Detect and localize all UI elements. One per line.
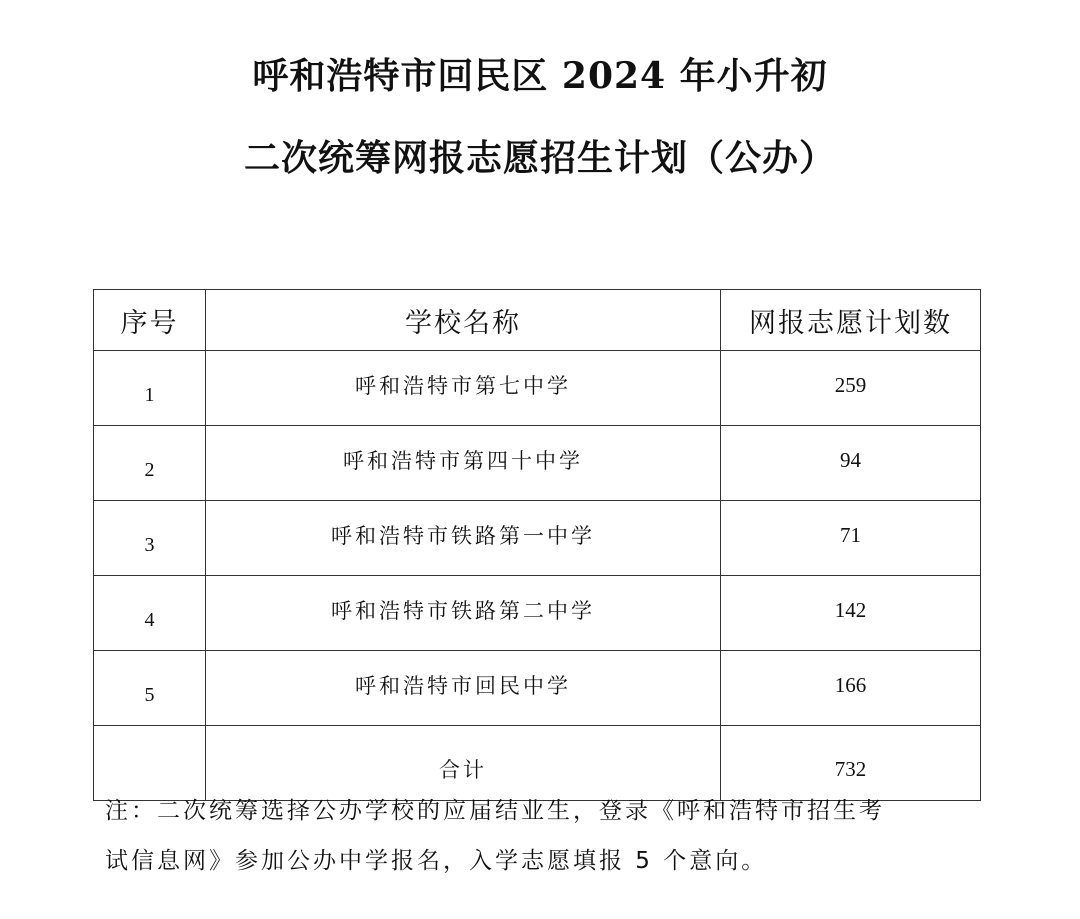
footnote-line-2: 试信息网》参加公办中学报名，入学志愿填报 5 个意向。 — [105, 848, 768, 874]
footnote-line-1: 注：二次统筹选择公办学校的应届结业生，登录《呼和浩特市招生考 — [105, 798, 885, 824]
row-plan-count: 94 — [721, 426, 981, 501]
document-title-line-2: 二次统筹网报志愿招生计划（公办） — [243, 137, 836, 179]
enrollment-plan-table — [93, 289, 981, 801]
footnote — [105, 786, 995, 886]
document-title-line-1: 呼和浩特市回民区 2024 年小升初 — [252, 55, 828, 97]
column-header-plan: 网报志愿计划数 — [721, 290, 981, 351]
row-school-name: 呼和浩特市第七中学 — [206, 351, 721, 426]
row-plan-count: 142 — [721, 576, 981, 651]
row-school-name: 呼和浩特市回民中学 — [206, 651, 721, 726]
row-school-name: 呼和浩特市第四十中学 — [206, 426, 721, 501]
table-row — [94, 501, 981, 576]
row-plan-count: 71 — [721, 501, 981, 576]
row-seq: 2 — [94, 426, 206, 501]
table-header-row — [94, 290, 981, 351]
column-header-seq: 序号 — [94, 290, 206, 351]
row-seq: 5 — [94, 651, 206, 726]
table-row — [94, 426, 981, 501]
table-row — [94, 576, 981, 651]
row-seq: 1 — [94, 351, 206, 426]
row-school-name: 呼和浩特市铁路第一中学 — [206, 501, 721, 576]
row-seq: 3 — [94, 501, 206, 576]
table-row — [94, 651, 981, 726]
row-seq: 4 — [94, 576, 206, 651]
column-header-school: 学校名称 — [206, 290, 721, 351]
row-school-name: 呼和浩特市铁路第二中学 — [206, 576, 721, 651]
total-plan-count: 732 — [721, 726, 981, 801]
row-plan-count: 259 — [721, 351, 981, 426]
total-label: 合计 — [206, 726, 721, 801]
row-plan-count: 166 — [721, 651, 981, 726]
table-row — [94, 351, 981, 426]
